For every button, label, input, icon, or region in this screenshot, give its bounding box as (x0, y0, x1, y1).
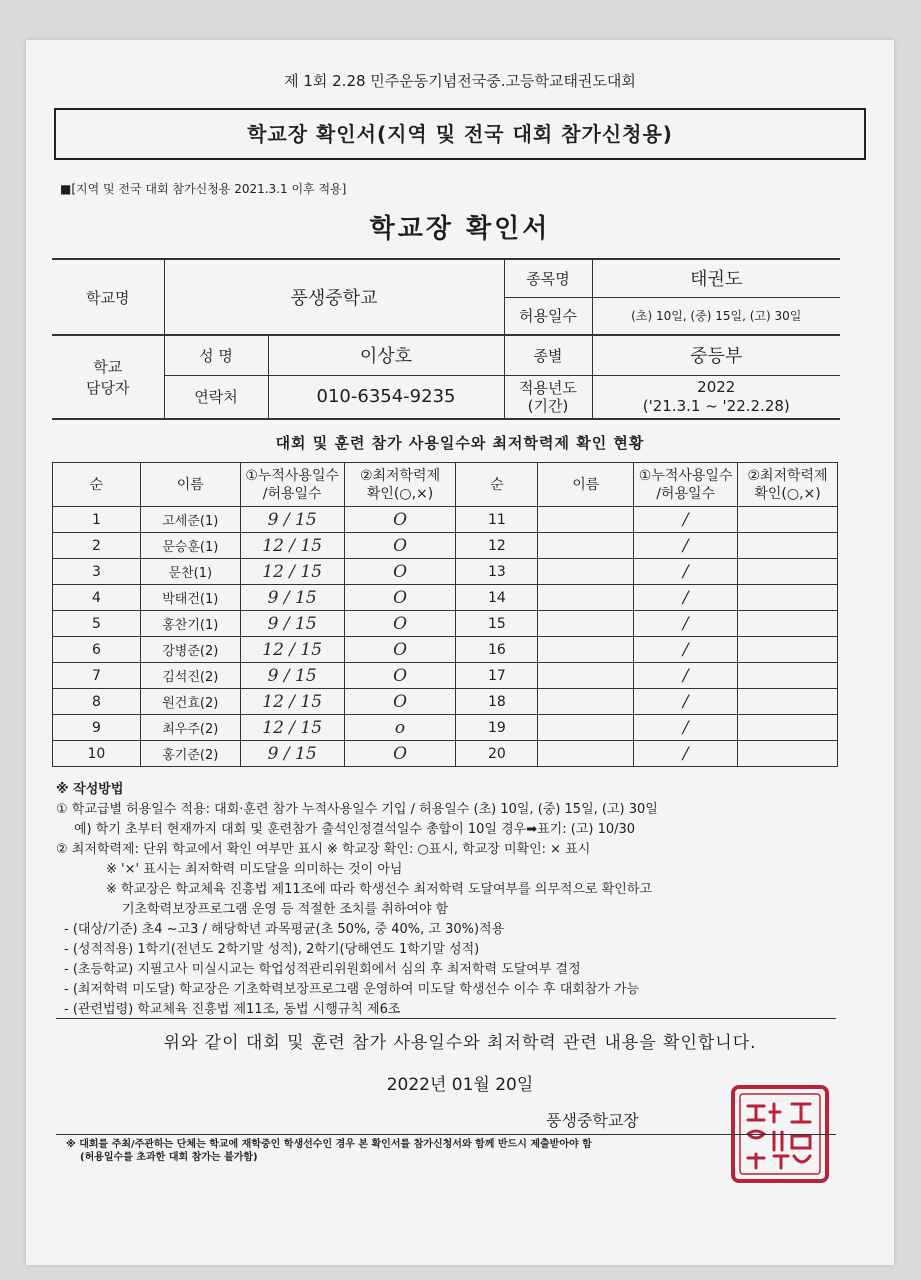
row-check: O (344, 663, 456, 689)
row-days-2: / (634, 741, 738, 767)
row-check: O (344, 741, 456, 767)
row-no-2: 12 (456, 533, 538, 559)
divider (56, 1018, 836, 1019)
confirm-statement: 위와 같이 대회 및 훈련 참가 사용일수와 최저학력 관련 내용을 확인합니다. (163, 1033, 757, 1053)
row-name: 고세준(1) (140, 507, 240, 533)
note-5: - (대상/기준) 초4 ~고3 / 해당학년 과목평균(초 50%, 중 40%, 고 30%)적용 (64, 922, 505, 937)
year-value-2: ('21.3.1 ~ '22.2.28) (642, 396, 790, 415)
row-no: 4 (53, 585, 141, 611)
col-days-line2: /허용일수 (262, 485, 322, 502)
note-3: ※ '×' 표시는 최저학력 미도달을 의미하는 것이 아님 (106, 862, 403, 877)
row-name-2 (538, 663, 634, 689)
row-no-2: 20 (456, 741, 538, 767)
row-check: O (344, 689, 456, 715)
row-no-2: 16 (456, 637, 538, 663)
row-name: 강병준(2) (140, 637, 240, 663)
table-row (53, 611, 838, 637)
row-days-2: / (634, 507, 738, 533)
status-table (52, 462, 838, 767)
event-value: 태권도 (592, 259, 840, 297)
table-row (53, 663, 838, 689)
principal-name: 풍생중학교장 (546, 1111, 639, 1130)
col-check-2-line1: ②최저학력제 (747, 467, 828, 484)
table-row (53, 689, 838, 715)
row-name-2 (538, 715, 634, 741)
row-days-2: / (634, 663, 738, 689)
row-check: O (344, 533, 456, 559)
note-1: ① 학교급별 허용일수 적용: 대회·훈련 참가 누적사용일수 기입 / 허용일수 (초) 10일, (중) 15일, (고) 30일 (56, 802, 658, 817)
col-check (344, 463, 456, 507)
note-8: - (최저학력 미도달) 학교장은 기초학력보장프로그램 운영하여 미도달 학생선수 이수 후 대회참가 가능 (64, 982, 640, 997)
row-no: 9 (53, 715, 141, 741)
form-title: 학교장 확인서(지역 및 전국 대회 참가신청용) (54, 108, 866, 160)
row-check-2 (738, 715, 838, 741)
row-check: O (344, 637, 456, 663)
row-name: 문승훈(1) (140, 533, 240, 559)
row-name-2 (538, 637, 634, 663)
school-info-table (52, 258, 840, 420)
event-label: 종목명 (504, 259, 592, 297)
col-no-2: 순 (456, 463, 538, 507)
instructions (56, 780, 876, 1020)
row-days: 9 / 15 (240, 611, 344, 637)
row-no-2: 19 (456, 715, 538, 741)
row-no-2: 13 (456, 559, 538, 585)
row-no: 2 (53, 533, 141, 559)
note-9: - (관련법령) 학교체육 진흥법 제11조, 동법 시행규칙 제6조 (64, 1002, 401, 1017)
row-name: 박태건(1) (140, 585, 240, 611)
row-no-2: 11 (456, 507, 538, 533)
row-no: 8 (53, 689, 141, 715)
row-name: 문찬(1) (140, 559, 240, 585)
col-check-line1: ②최저학력제 (359, 467, 441, 484)
row-check: O (344, 585, 456, 611)
row-no: 6 (53, 637, 141, 663)
row-name-2 (538, 507, 634, 533)
table-row (53, 715, 838, 741)
row-no-2: 18 (456, 689, 538, 715)
note-4: ※ 학교장은 학교체육 진흥법 제11조에 따라 학생선수 최저학력 도달여부를 의무적으로 확인하고 (106, 882, 652, 897)
col-days-2-line1: ①누적사용일수 (638, 467, 733, 484)
row-check-2 (738, 689, 838, 715)
year-label-1: 적용년도 (519, 378, 577, 397)
row-no: 3 (53, 559, 141, 585)
row-check-2 (738, 559, 838, 585)
row-no: 10 (53, 741, 141, 767)
row-name: 홍기준(2) (140, 741, 240, 767)
row-check-2 (738, 663, 838, 689)
status-title: 대회 및 훈련 참가 사용일수와 최저학력제 확인 현황 (275, 434, 645, 452)
issue-date: 2022년 01월 20일 (386, 1075, 534, 1095)
table-row (53, 637, 838, 663)
row-days-2: / (634, 611, 738, 637)
row-no: 5 (53, 611, 141, 637)
footer-divider (56, 1134, 836, 1135)
row-check: O (344, 507, 456, 533)
row-days: 9 / 15 (240, 663, 344, 689)
year-label-2: (기간) (527, 396, 569, 415)
phone-value: 010-6354-9235 (268, 375, 504, 419)
note-6: - (성적적용) 1학기(전년도 2학기말 성적), 2학기(당해연도 1학기말 성적) (64, 942, 480, 957)
row-name: 최우주(2) (140, 715, 240, 741)
contact-label (52, 335, 164, 419)
row-name-2 (538, 611, 634, 637)
row-check-2 (738, 533, 838, 559)
row-name-2 (538, 585, 634, 611)
contest-title: 제 1회 2.28 민주운동기념전국중.고등학교태권도대회 (284, 72, 636, 90)
name-value: 이상호 (268, 335, 504, 375)
row-name-2 (538, 689, 634, 715)
category-label: 종별 (504, 335, 592, 375)
row-check-2 (738, 611, 838, 637)
row-days: 9 / 15 (240, 585, 344, 611)
category-value: 중등부 (592, 335, 840, 375)
row-days: 12 / 15 (240, 715, 344, 741)
note-7: - (초등학교) 지필고사 미실시교는 학업성적관리위원회에서 심의 후 최저학력 도달여부 결정 (64, 962, 581, 977)
row-days: 12 / 15 (240, 637, 344, 663)
school-label: 학교명 (52, 259, 164, 335)
year-label (504, 375, 592, 419)
row-no-2: 14 (456, 585, 538, 611)
table-row (53, 507, 838, 533)
row-name-2 (538, 559, 634, 585)
row-days-2: / (634, 689, 738, 715)
col-days (240, 463, 344, 507)
row-days: 9 / 15 (240, 741, 344, 767)
note-1b: 예) 학기 초부터 현재까지 대회 및 훈련참가 출석인정결석일수 총합이 10일 경우➡표기: (고) 10/30 (74, 822, 636, 837)
note-2: ② 최저학력제: 단위 학교에서 확인 여부만 표시 ※ 학교장 확인: ○표시, 학교장 미확인: × 표시 (56, 842, 591, 857)
notes-heading: ※ 작성방법 (56, 782, 124, 797)
table-row (53, 741, 838, 767)
col-check-2 (738, 463, 838, 507)
row-name: 김석진(2) (140, 663, 240, 689)
row-days-2: / (634, 559, 738, 585)
contact-label-2: 담당자 (86, 379, 130, 397)
row-name-2 (538, 741, 634, 767)
col-days-2 (634, 463, 738, 507)
year-value-1: 2022 (697, 377, 736, 396)
main-title: 학교장 확인서 (369, 214, 551, 244)
row-check-2 (738, 637, 838, 663)
form-note: ■[지역 및 전국 대회 참가신청용 2021.3.1 이후 적용] (60, 182, 347, 196)
col-days-line1: ①누적사용일수 (245, 467, 340, 484)
row-no: 7 (53, 663, 141, 689)
name-label: 성 명 (164, 335, 268, 375)
row-days-2: / (634, 715, 738, 741)
col-name: 이름 (140, 463, 240, 507)
row-days-2: / (634, 637, 738, 663)
col-check-line2: 확인(○,×) (366, 485, 434, 502)
row-days-2: / (634, 585, 738, 611)
footnote-1: ※ 대회를 주최/주관하는 단체는 학교에 재학중인 학생선수인 경우 본 확인서를 참가신청서와 함께 반드시 제출받아야 함 (66, 1139, 592, 1150)
document-page (26, 40, 894, 1265)
note-4b: 기초학력보장프로그램 운영 등 적절한 조치를 취하여야 함 (122, 902, 449, 917)
allowed-label: 허용일수 (504, 297, 592, 335)
table-row (53, 559, 838, 585)
contact-label-1: 학교 (93, 358, 123, 376)
row-no-2: 15 (456, 611, 538, 637)
year-value (592, 375, 840, 419)
col-days-2-line2: /허용일수 (656, 485, 716, 502)
row-days: 9 / 15 (240, 507, 344, 533)
row-name: 원건효(2) (140, 689, 240, 715)
footnote (66, 1138, 846, 1164)
col-no: 순 (53, 463, 141, 507)
row-check-2 (738, 585, 838, 611)
row-check-2 (738, 507, 838, 533)
row-check: O (344, 559, 456, 585)
row-days: 12 / 15 (240, 689, 344, 715)
allowed-value: (초) 10일, (중) 15일, (고) 30일 (592, 297, 840, 335)
row-no-2: 17 (456, 663, 538, 689)
table-row (53, 585, 838, 611)
footnote-2: (허용일수를 초과한 대회 참가는 불가함) (80, 1152, 258, 1163)
col-check-2-line2: 확인(○,×) (754, 485, 821, 502)
row-days: 12 / 15 (240, 559, 344, 585)
row-name: 홍찬기(1) (140, 611, 240, 637)
school-value: 풍생중학교 (164, 259, 504, 335)
col-name-2: 이름 (538, 463, 634, 507)
phone-label: 연락처 (164, 375, 268, 419)
table-row (53, 533, 838, 559)
row-days: 12 / 15 (240, 533, 344, 559)
row-no: 1 (53, 507, 141, 533)
row-check-2 (738, 741, 838, 767)
row-name-2 (538, 533, 634, 559)
row-days-2: / (634, 533, 738, 559)
row-check: o (344, 715, 456, 741)
row-check: O (344, 611, 456, 637)
